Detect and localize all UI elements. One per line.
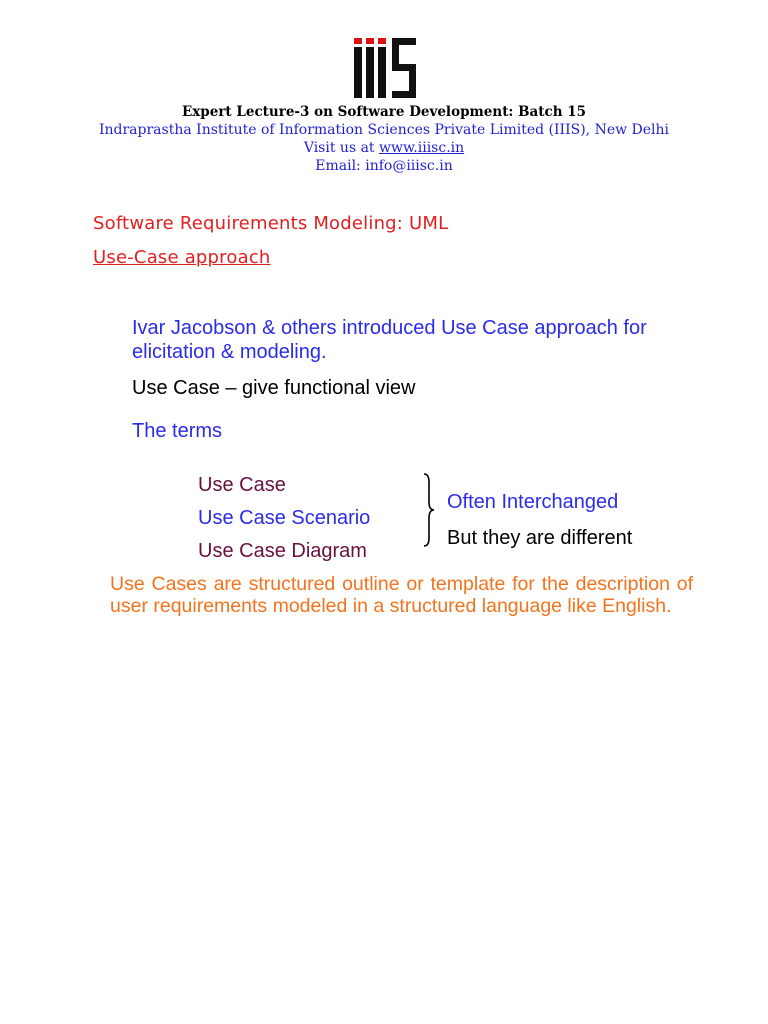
terms-heading: The terms [132, 420, 223, 442]
visit-prefix: Visit us at [303, 140, 379, 156]
term-use-case-scenario: Use Case Scenario [198, 507, 371, 529]
website-line [0, 139, 768, 157]
iiis-logo [352, 38, 418, 98]
section-subtitle: Use-Case approach [93, 247, 271, 268]
term-use-case-diagram: Use Case Diagram [198, 540, 367, 562]
section-title: Software Requirements Modeling: UML [93, 213, 449, 234]
intro-text: Ivar Jacobson & others introduced Use Case approach for elicitation & modeling. [132, 317, 647, 363]
lecture-title: Expert Lecture-3 on Software Development: Batch 15 [181, 104, 587, 120]
email-line: Email: info@iiisc.in [315, 158, 453, 174]
different-text: But they are different [447, 527, 633, 549]
website-link[interactable]: www.iiisc.in [379, 140, 465, 156]
often-interchanged-text: Often Interchanged [447, 491, 619, 513]
definition-text: Use Cases are structured outline or template for the description of user requirements modeled in a structured language like English. [110, 573, 693, 617]
curly-brace [418, 472, 436, 548]
term-use-case: Use Case [198, 474, 286, 496]
institute-name: Indraprastha Institute of Information Sciences Private Limited (IIIS), New Delhi [98, 122, 670, 138]
functional-view-text: Use Case – give functional view [132, 377, 416, 399]
